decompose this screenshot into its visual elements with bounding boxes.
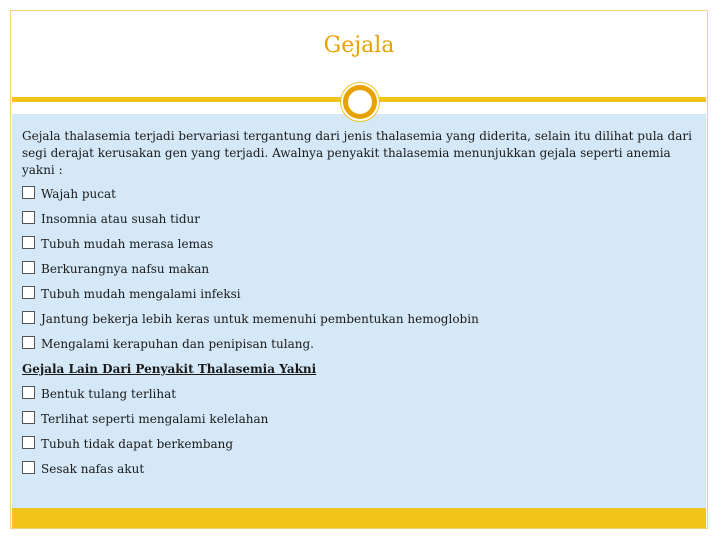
- ring-inner: [343, 85, 377, 119]
- list-item-text: Tubuh mudah merasa lemas: [41, 237, 214, 251]
- symptom-list: [22, 182, 698, 357]
- list-item: [22, 432, 698, 457]
- list-item-text: Mengalami kerapuhan dan penipisan tulang.: [41, 337, 314, 351]
- list-item-text: Berkurangnya nafsu makan: [41, 262, 210, 276]
- list-item: [22, 282, 698, 307]
- list-item-text: Sesak nafas akut: [41, 462, 145, 476]
- ring-ornament-icon: [341, 83, 379, 121]
- checkbox-icon: [22, 211, 35, 224]
- checkbox-icon: [22, 386, 35, 399]
- checkbox-icon: [22, 311, 35, 324]
- checkbox-icon: [22, 236, 35, 249]
- list-item: [22, 332, 698, 357]
- list-item: [22, 382, 698, 407]
- checkbox-icon: [22, 186, 35, 199]
- list-item-text: Tubuh mudah mengalami infeksi: [41, 287, 241, 301]
- list-item: [22, 457, 698, 482]
- checkbox-icon: [22, 461, 35, 474]
- bottom-accent-band: [12, 508, 706, 528]
- list-item-text: Jantung bekerja lebih keras untuk memenuhi pembentukan hemoglobin: [41, 312, 479, 326]
- list-item: [22, 257, 698, 282]
- other-symptom-list: [22, 382, 698, 482]
- checkbox-icon: [22, 436, 35, 449]
- intro-paragraph: Gejala thalasemia terjadi bervariasi tergantung dari jenis thalasemia yang diderita, selain itu dilihat pula dari segi derajat kerusakan gen yang terjadi. Awalnya penyakit thalasemia menunjukkan gejala seperti anemia yakni :: [22, 129, 692, 177]
- slide-title: Gejala: [323, 33, 395, 58]
- list-item: [22, 307, 698, 332]
- list-item-text: Terlihat seperti mengalami kelelahan: [41, 412, 269, 426]
- slide: [10, 10, 708, 529]
- list-item-text: Bentuk tulang terlihat: [41, 387, 177, 401]
- list-item: [22, 182, 698, 207]
- list-item-text: Insomnia atau susah tidur: [41, 212, 200, 226]
- list-item-text: Tubuh tidak dapat berkembang: [41, 437, 234, 451]
- list-item-text: Wajah pucat: [41, 187, 116, 201]
- list-item: [22, 407, 698, 432]
- other-symptoms-heading: Gejala Lain Dari Penyakit Thalasemia Yakni: [22, 362, 317, 376]
- checkbox-icon: [22, 286, 35, 299]
- checkbox-icon: [22, 411, 35, 424]
- checkbox-icon: [22, 261, 35, 274]
- list-item: [22, 207, 698, 232]
- list-item: [22, 232, 698, 257]
- content-panel: [12, 114, 706, 508]
- checkbox-icon: [22, 336, 35, 349]
